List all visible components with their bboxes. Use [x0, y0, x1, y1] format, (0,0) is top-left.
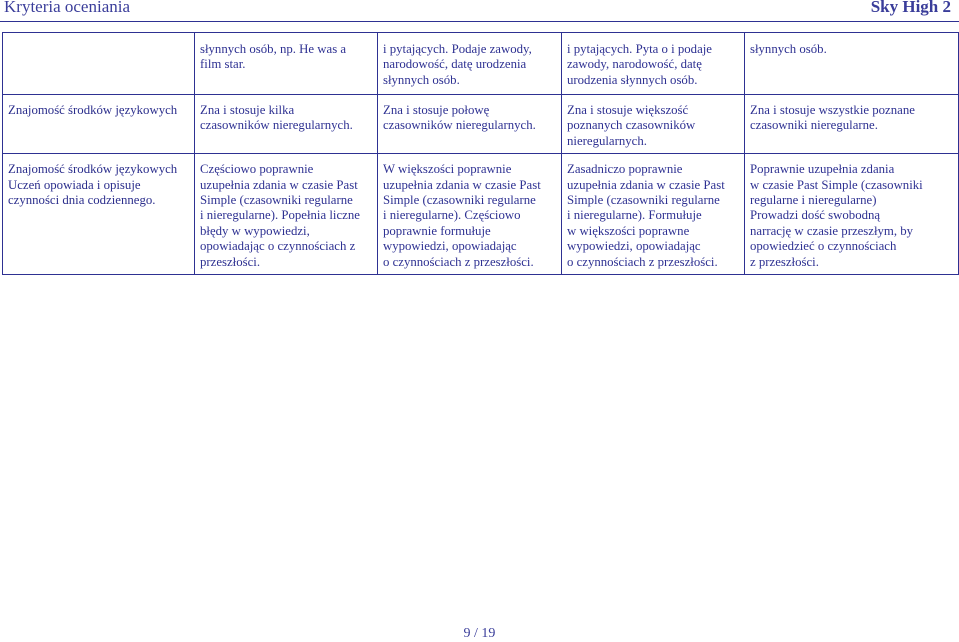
cell-text-line: narrację w czasie przeszłym, by: [750, 223, 914, 238]
grade-cell: [195, 95, 378, 154]
cell-text-line: Znajomość środków językowych: [8, 162, 178, 177]
cell-text-line: i nieregularne). Częściowo: [383, 208, 521, 223]
cell-text-line: i pytających. Podaje zawody,: [383, 42, 532, 56]
cell-text-line: Zasadniczo poprawnie: [567, 162, 683, 177]
cell-text-line: nieregularnych.: [567, 133, 647, 148]
criteria-table: [2, 32, 959, 275]
cell-text-line: poznanych czasowników: [567, 118, 696, 133]
brand-name: Sky High 2: [870, 0, 951, 16]
cell-text-line: film star.: [200, 57, 246, 72]
grade-cell: [562, 154, 745, 275]
cell-text-line: z przeszłości.: [750, 254, 819, 269]
table-row: [3, 154, 959, 275]
cell-text-line: w większości poprawne: [567, 223, 690, 238]
grade-cell: [562, 95, 745, 154]
grade-cell: [745, 33, 959, 95]
cell-text-line: o czynnościach z przeszłości.: [383, 254, 534, 269]
cell-text-line: Zna i stosuje większość: [567, 103, 689, 117]
grade-cell: [745, 154, 959, 275]
cell-text-line: przeszłości.: [200, 254, 261, 269]
cell-text-line: wypowiedzi, opowiadając: [567, 239, 701, 254]
cell-text-line: Zna i stosuje połowę: [383, 103, 490, 117]
cell-text-line: W większości poprawnie: [383, 162, 512, 177]
table-row: [3, 95, 959, 154]
cell-text-line: czasowniki nieregularne.: [750, 118, 878, 133]
cell-text-line: czynności dnia codziennego.: [8, 193, 156, 208]
cell-text-line: i nieregularne). Formułuje: [567, 208, 702, 223]
document-title: Kryteria oceniania: [4, 0, 131, 16]
table-row: [3, 33, 959, 95]
cell-text-line: czasowników nieregularnych.: [383, 118, 536, 133]
grade-cell: [562, 33, 745, 95]
cell-text-line: i nieregularne). Popełnia liczne: [200, 208, 360, 223]
grade-cell: [378, 95, 562, 154]
cell-text-line: Częściowo poprawnie: [200, 162, 314, 177]
cell-text-line: Simple (czasowniki regularne: [200, 193, 353, 208]
criterion-cell: [3, 154, 195, 275]
cell-text-line: Prowadzi dość swobodną: [750, 208, 881, 223]
cell-text-line: poprawnie formułuje: [383, 223, 491, 238]
cell-text-line: i pytających. Pyta o i podaje: [567, 42, 712, 56]
cell-text-line: Zna i stosuje wszystkie poznane: [750, 103, 915, 117]
page-header: [0, 0, 959, 22]
page-number: 9 / 19: [463, 626, 496, 641]
cell-text-line: zawody, narodowość, datę: [567, 57, 702, 72]
cell-text-line: Poprawnie uzupełnia zdania: [750, 162, 895, 177]
cell-text-line: słynnych osób.: [750, 42, 827, 56]
cell-text-line: słynnych osób, np. He was a: [200, 42, 347, 56]
cell-text-line: regularne i nieregularne): [750, 193, 877, 208]
cell-text-line: Simple (czasowniki regularne: [383, 193, 536, 208]
cell-text-line: w czasie Past Simple (czasowniki: [750, 177, 923, 192]
cell-text-line: słynnych osób.: [383, 72, 460, 87]
cell-text-line: opowiedzieć o czynnościach: [750, 239, 897, 254]
grade-cell: [745, 95, 959, 154]
cell-text-line: urodzenia słynnych osób.: [567, 72, 698, 87]
cell-text-line: uzupełnia zdania w czasie Past: [567, 177, 725, 192]
cell-text-line: błędy w wypowiedzi,: [200, 223, 310, 238]
cell-text-line: czasowników nieregularnych.: [200, 118, 353, 133]
grade-cell: [195, 154, 378, 275]
cell-text-line: narodowość, datę urodzenia: [383, 57, 527, 72]
cell-text-line: wypowiedzi, opowiadając: [383, 239, 517, 254]
cell-text-line: Zna i stosuje kilka: [200, 103, 295, 117]
grade-cell: [378, 154, 562, 275]
cell-text-line: Uczeń opowiada i opisuje: [8, 177, 141, 192]
cell-text-line: Simple (czasowniki regularne: [567, 193, 720, 208]
cell-text-line: o czynnościach z przeszłości.: [567, 254, 718, 269]
cell-text-line: Znajomość środków językowych: [8, 103, 178, 117]
grade-cell: [378, 33, 562, 95]
cell-text-line: opowiadając o czynnościach z: [200, 239, 356, 254]
cell-text-line: uzupełnia zdania w czasie Past: [383, 177, 541, 192]
grade-cell: [195, 33, 378, 95]
cell-text-line: uzupełnia zdania w czasie Past: [200, 177, 358, 192]
criterion-cell: [3, 33, 195, 95]
criterion-cell: [3, 95, 195, 154]
